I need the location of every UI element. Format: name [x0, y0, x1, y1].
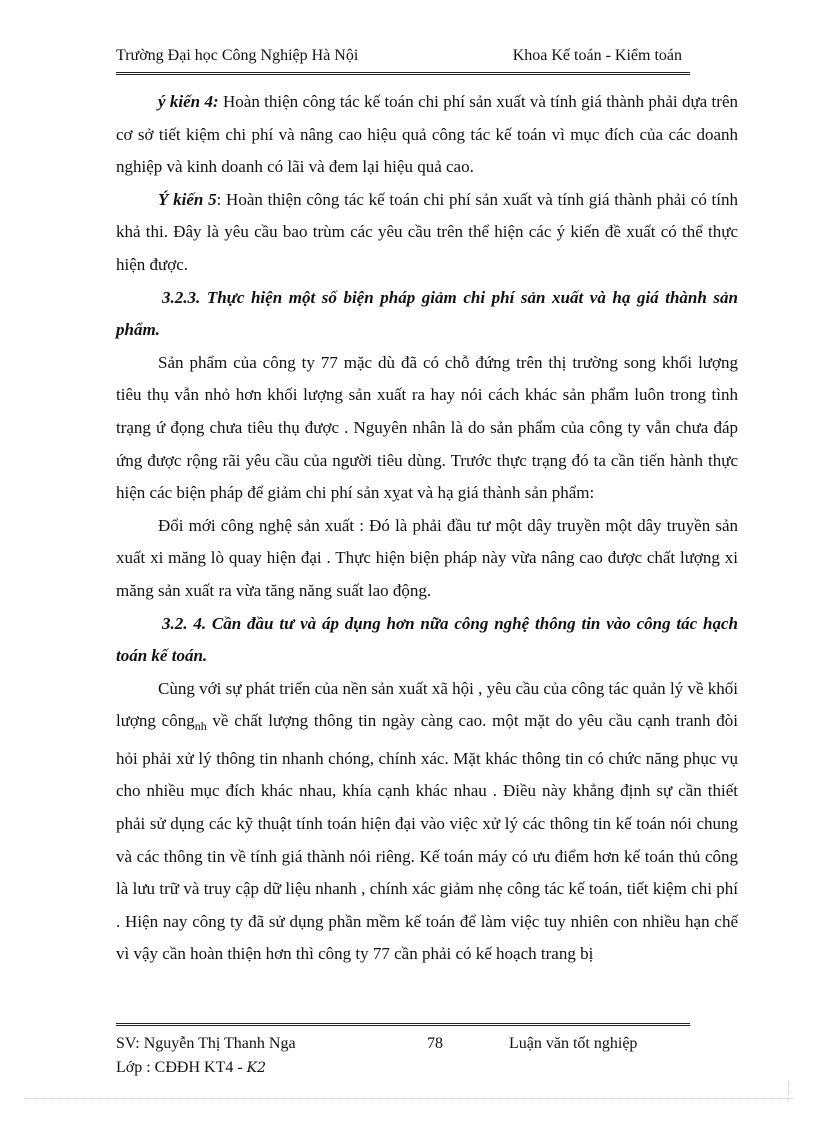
- opinion-5-text: : Hoàn thiện công tác kế toán chi phí sản xuất và tính giá thành phải có tính khả thi. Đây là yêu cầu bao trùm các yêu cầu trên thể hiện các ý kiến đề xuất có thể thực hiện được.: [116, 189, 738, 274]
- opinion-4-text: Hoàn thiện công tác kế toán chi phí sản xuất và tính giá thành phải dựa trên cơ sở tiết kiệm chi phí và nâng cao hiệu quả công tác kế toán vì mục đích của các doanh nghiệp và kinh doanh có lãi và đem lại hiệu quả cao.: [116, 92, 738, 177]
- paragraph-opinion-4: [116, 86, 738, 184]
- student-name: SV: Nguyễn Thị Thanh Nga: [116, 1035, 296, 1052]
- section-heading-3-2-3: 3.2.3. Thực hiện một số biện pháp giảm chi phí sản xuất và hạ giá thành sản phẩm.: [116, 287, 738, 340]
- paragraph-opinion-5: [116, 184, 738, 282]
- page-header: [116, 47, 688, 71]
- opinion-4-label: ý kiến 4:: [158, 92, 219, 111]
- it-subscript-text: nh: [194, 719, 207, 734]
- it-text-part-1: Cùng với sự phát triển của nền sản xuất xã hội , yêu cầu của công tác quản lý về khối lượng công: [116, 678, 738, 731]
- class-label: Lớp : CĐĐH KT4 -: [116, 1059, 247, 1076]
- footer-rule: [116, 1023, 690, 1026]
- page-number: 78: [427, 1035, 443, 1052]
- faculty-name: Khoa Kế toán - Kiểm toán: [512, 47, 682, 64]
- header-rule: [116, 72, 690, 75]
- document-body: [116, 86, 738, 971]
- paragraph-technology-renewal: Đổi mới công nghệ sản xuất : Đó là phải đầu tư một dây truyền một dây truyền sản xuất xi măng lò quay hiện đại . Thực hiện biện pháp này vừa nâng cao được chất lượng xi măng sản xuất ra vừa tăng năng suất lao động.: [116, 515, 738, 600]
- page-border-dotted: [24, 1098, 794, 1099]
- paragraph-products: Sản phẩm của công ty 77 mặc dù đã có chỗ đứng trên thị trường song khối lượng tiêu thụ vẫn nhỏ hơn khối lượng sản xuất ra hay nói cách khác sản phẩm luôn trong tình trạng ứ đọng chưa tiêu thụ được . Nguyên nhân là do sản phẩm của công ty vẫn chưa đáp ứng được rộng rãi yêu cầu của người tiêu dùng. Trước thực trạng đó ta cần tiến hành thực hiện các biện pháp để giảm chi phí sản xỵat và hạ giá thành sản phẩm:: [116, 352, 738, 503]
- opinion-5-label: Ý kiến 5: [158, 189, 217, 209]
- paragraph-information-technology: [116, 673, 738, 971]
- thesis-label: Luận văn tốt nghiệp: [509, 1035, 638, 1052]
- page-corner-mark: [788, 1080, 789, 1100]
- class-suffix: K2: [246, 1060, 267, 1076]
- class-info: [116, 1056, 266, 1080]
- it-text-part-2: về chất lượng thông tin ngày càng cao. một mặt do yêu cầu cạnh tranh đòi hỏi phải xử lý thông tin nhanh chóng, chính xác. Mặt khác thông tin có chức năng phục vụ cho nhiều mục đích khác nhau, khía cạnh khác nhau . Điều này khẳng định sự cần thiết phải sử dụng các kỹ thuật tính toán hiện đại vào việc xử lý các thông tin kế toán nói chung và các thông tin về tính giá thành nói riêng. Kế toán máy có ưu điểm hơn kế toán thủ công là lưu trữ và truy cập dữ liệu nhanh , chính xác giảm nhẹ công tác kế toán, tiết kiệm chi phí . Hiện nay công ty đã sử dụng phần mềm kế toán để làm việc tuy nhiên con nhiều hạn chế vì vậy cần hoàn thiện hơn thì công ty 77 cần phải có kế hoạch trang bị: [116, 711, 738, 964]
- section-heading-3-2-4: 3.2. 4. Cần đầu tư và áp dụng hơn nữa công nghệ thông tin vào công tác hạch toán kế toán.: [116, 613, 738, 666]
- university-name: Trường Đại học Công Nghiệp Hà Nội: [116, 47, 359, 64]
